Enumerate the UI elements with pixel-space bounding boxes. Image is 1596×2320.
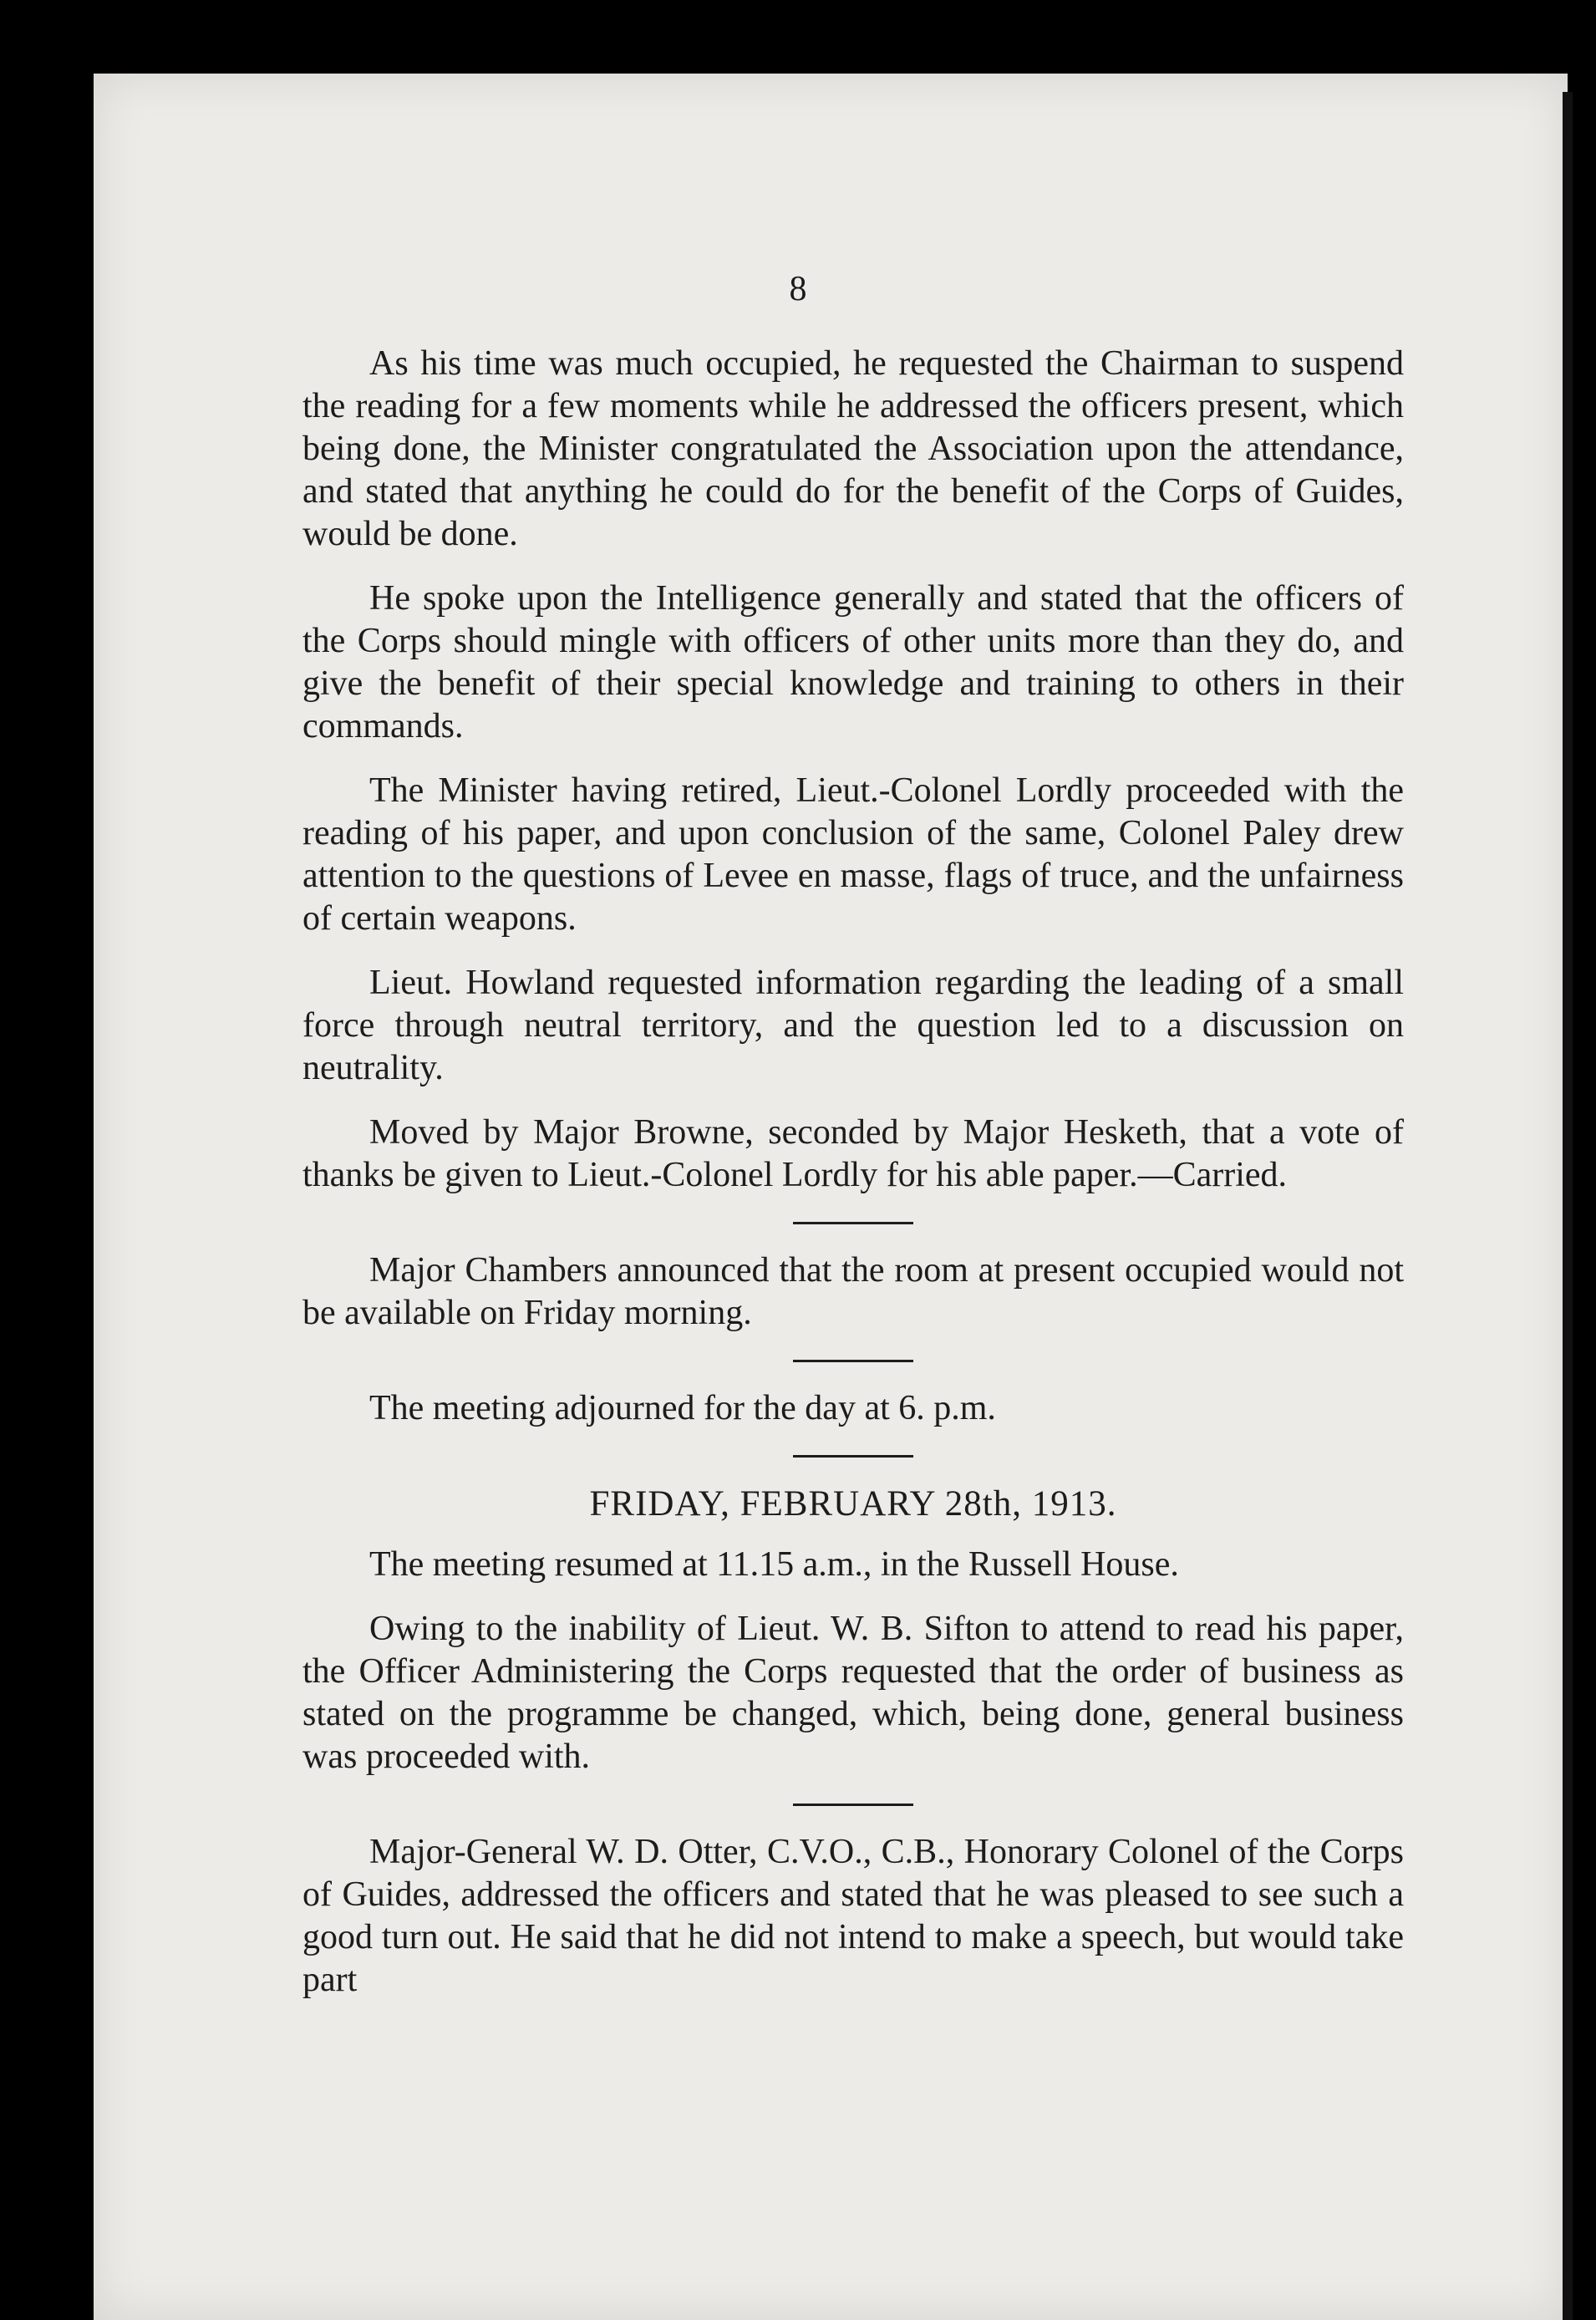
paragraph-lordly-paper: The Minister having retired, Lieut.-Colonel Lordly proceeded with the reading of his paper, and upon conclusion of the same, Colonel Paley drew attention to the questions of Levee en masse, flags of truce, and the unfairness of certain weapons. [302,771,1404,938]
paragraph-otter-address: Major-General W. D. Otter, C.V.O., C.B., Honorary Colonel of the Corps of Guides, addressed the officers and stated that he was pleased to see such a good turn out. He said that he did not intend to make a speech, but would take part [302,1833,1404,1999]
paragraph-adjourned: The meeting adjourned for the day at 6. p.m. [369,1389,996,1427]
paragraph-sifton-absence: Owing to the inability of Lieut. W. B. Sifton to attend to read his paper, the Officer Administering the Corps requested that the order of business as stated on the programme be changed, which, being done, general business was proceeded with. [302,1610,1404,1776]
paragraph-vote-of-thanks: Moved by Major Browne, seconded by Major Hesketh, that a vote of thanks be given to Lieut.-Colonel Lordly for his able paper.—Carried. [302,1113,1404,1194]
section-divider [793,1360,913,1362]
paragraph-minister-address: As his time was much occupied, he requested the Chairman to suspend the reading for a few moments while he addressed the officers present, which being done, the Minister congratulated the Association upon the attendance, and stated that anything he could do for the benefit of the Corps of Guides, would be done. [302,344,1404,553]
paragraph-room-notice: Major Chambers announced that the room at present occupied would not be available on Friday morning. [302,1251,1404,1332]
day-heading: FRIDAY, FEBRUARY 28th, 1913. [589,1484,1117,1524]
page-body [302,343,1404,2023]
paragraph-intelligence: He spoke upon the Intelligence generally and stated that the officers of the Corps should mingle with officers of other units more than they do, and give the benefit of their special knowledge and training to others in their commands. [302,579,1404,745]
paragraph-howland: Lieut. Howland requested information regarding the leading of a small force through neutral territory, and the question led to a discussion on neutrality. [302,964,1404,1087]
paragraph-meeting-resumed: The meeting resumed at 11.15 a.m., in the Russell House. [369,1545,1179,1584]
section-divider [793,1222,913,1224]
page-number: 8 [789,270,807,308]
section-divider [793,1804,913,1806]
section-divider [793,1455,913,1458]
binding-edge [1563,92,1573,2320]
